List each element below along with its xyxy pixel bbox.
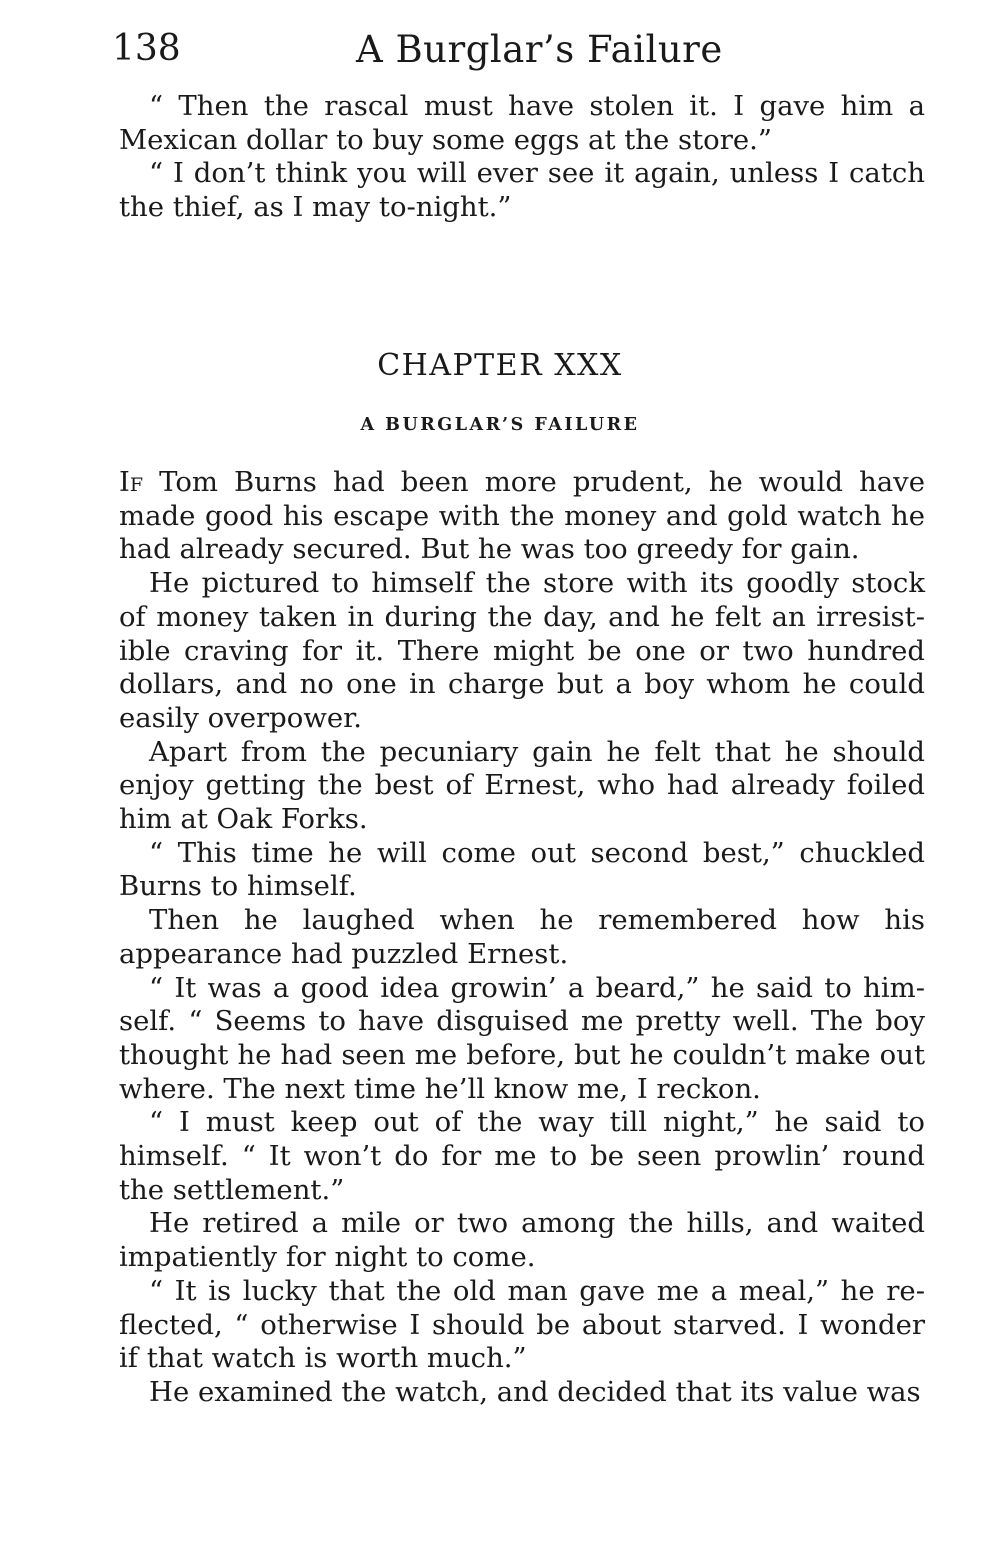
chapter-body <box>119 466 925 1410</box>
paragraph: “ I don’t think you will ever see it again, unless I catch the thief, as I may to-night.” <box>119 157 925 224</box>
paragraph: He pictured to himself the store with its goodly stock of money taken in during the day, and he felt an irresistible craving for it. There might be one or two hundred dollars, and no one in charge but a boy whom he could easily overpower. <box>119 567 925 734</box>
paragraph: He examined the watch, and decided that its value was <box>149 1375 921 1408</box>
paragraph: “ Then the rascal must have stolen it. I gave him a Mexican dollar to buy some eggs at the store.” <box>119 90 925 156</box>
chapter-subtitle: A BURGLAR’S FAILURE <box>360 415 640 435</box>
continued-text <box>119 90 925 225</box>
opening-text: Tom Burns had been more prudent, he would have made good his escape with the money and gold watch he had already secured. But he was too greedy for gain. <box>119 466 925 566</box>
chapter-title: CHAPTER XXX <box>377 348 623 383</box>
paragraph: “ It is lucky that the old man gave me a meal,” he reflected, “ otherwise I should be about starved. I wonder if that watch is worth much.” <box>119 1274 925 1375</box>
paragraph: He retired a mile or two among the hills, and waited impatiently for night to come. <box>119 1207 925 1274</box>
paragraph: “ It was a good idea growin’ a beard,” he said to himself. “ Seems to have disguised me pretty well. The boy thought he had seen me before, but he couldn’t make out where. The next time he’ll know me, I reckon. <box>119 971 925 1105</box>
opening-paragraph <box>119 466 925 567</box>
paragraph: “ This time he will come out second best,” chuckled Burns to himself. <box>119 836 925 903</box>
page-number: 138 <box>112 28 181 69</box>
running-title: A Burglar’s Failure <box>356 28 723 71</box>
paragraph: Apart from the pecuniary gain he felt that he should enjoy getting the best of Ernest, who had already foiled him at Oak Forks. <box>119 735 925 836</box>
paragraph: Then he laughed when he remembered how his appearance had puzzled Ernest. <box>119 904 925 970</box>
opening-word: If <box>119 466 144 498</box>
running-head <box>112 28 932 72</box>
paragraph: “ I must keep out of the way till night,” he said to himself. “ It won’t do for me to be seen prowlin’ round the settlement.” <box>119 1106 925 1206</box>
